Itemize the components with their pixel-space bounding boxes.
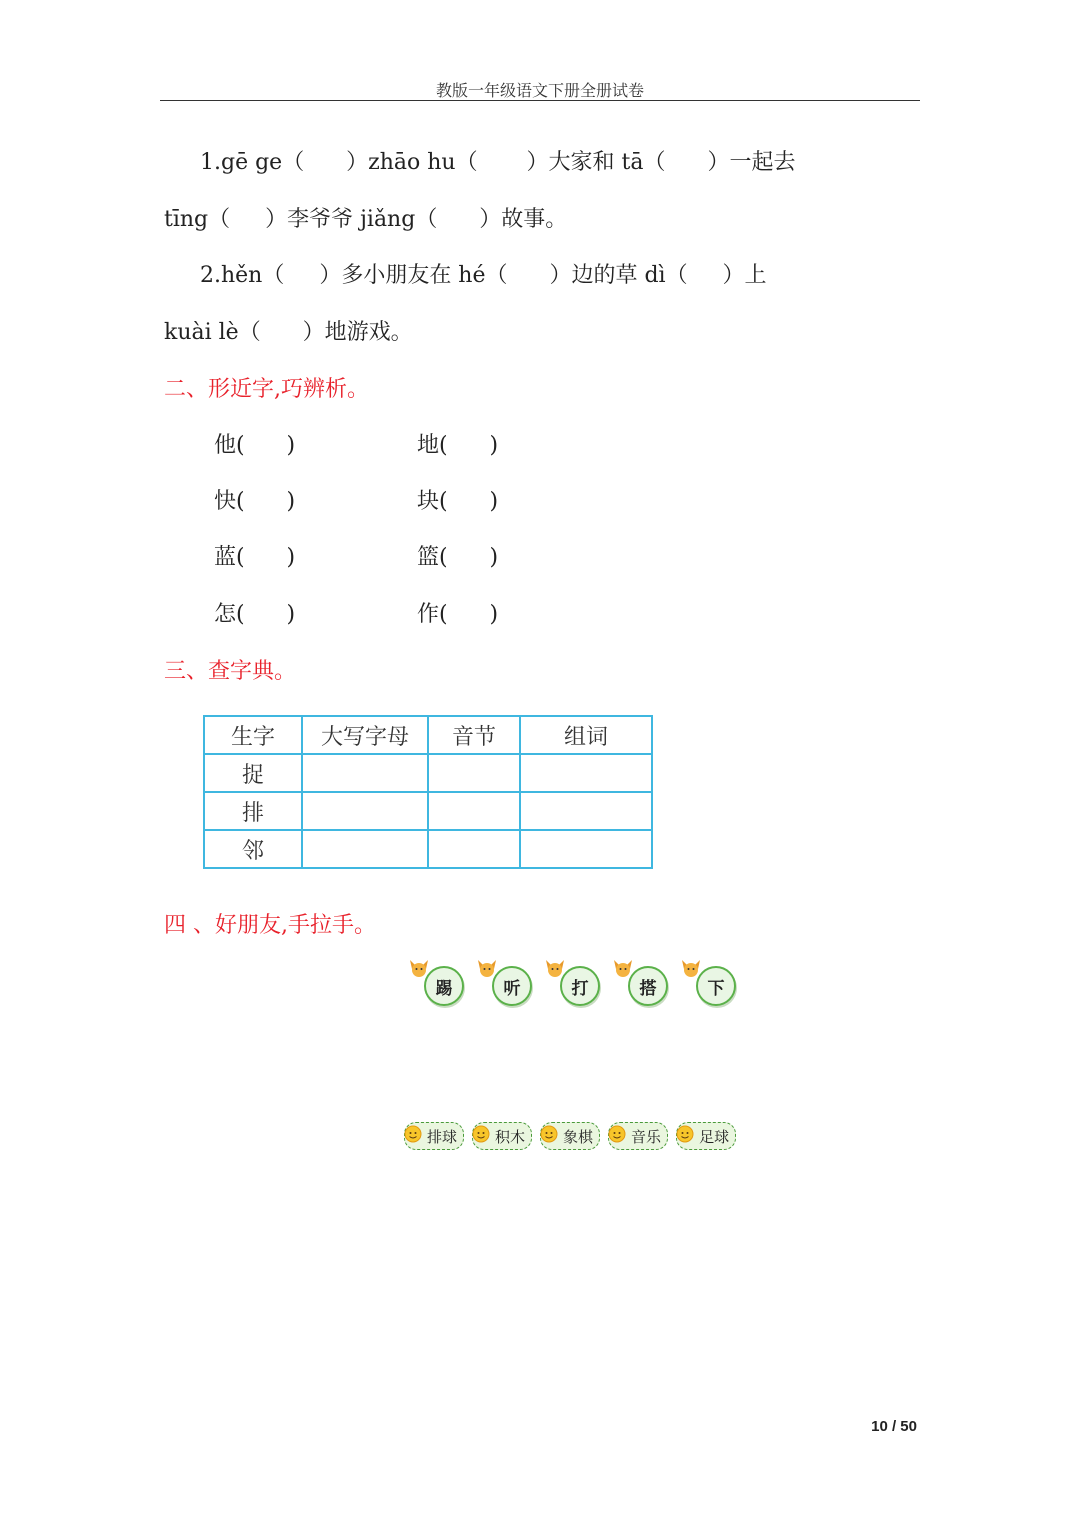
- noun-chip[interactable]: [540, 1122, 600, 1150]
- verb-bubbles: [408, 958, 736, 1004]
- noun-chip[interactable]: [472, 1122, 532, 1150]
- answer-cell[interactable]: [520, 792, 652, 830]
- answer-cell[interactable]: [520, 830, 652, 868]
- similar-char-right-1: 地( ): [417, 433, 499, 458]
- row-char: 排: [204, 792, 302, 830]
- table-header-row: [204, 716, 652, 754]
- pinyin-line-4: kuài lè（ ）地游戏。: [164, 320, 413, 345]
- similar-char-right-3: 篮( ): [417, 545, 499, 570]
- similar-char-left-1: 他( ): [214, 433, 296, 458]
- noun-label: 积木: [495, 1127, 526, 1146]
- similar-char-left-4: 怎( ): [214, 602, 296, 627]
- row-char: 捉: [204, 754, 302, 792]
- page-header-title: 教版一年级语文下册全册试卷: [435, 81, 644, 100]
- pinyin-line-2: tīng（ ）李爷爷 jiǎng（ ）故事。: [164, 207, 568, 232]
- answer-cell[interactable]: [302, 754, 428, 792]
- header-cell-syllable: 音节: [428, 716, 520, 754]
- verb-label: 搭: [628, 966, 668, 1006]
- answer-cell[interactable]: [428, 830, 520, 868]
- noun-chip[interactable]: [676, 1122, 736, 1150]
- similar-char-left-3: 蓝( ): [214, 545, 296, 570]
- noun-label: 象棋: [563, 1127, 594, 1146]
- noun-label: 排球: [427, 1127, 458, 1146]
- header-cell-word: 组词: [520, 716, 652, 754]
- similar-char-right-2: 块( ): [417, 489, 499, 514]
- section-4-title: 四 、好朋友,手拉手。: [164, 913, 376, 938]
- verb-label: 听: [492, 966, 532, 1006]
- answer-cell[interactable]: [302, 792, 428, 830]
- noun-label: 音乐: [631, 1127, 662, 1146]
- row-char: 邻: [204, 830, 302, 868]
- table-row: [204, 754, 652, 792]
- verb-label: 下: [696, 966, 736, 1006]
- header-cell-capital: 大写字母: [302, 716, 428, 754]
- sun-face-icon: [471, 1124, 491, 1144]
- answer-cell[interactable]: [428, 792, 520, 830]
- noun-label: 足球: [699, 1127, 730, 1146]
- pinyin-line-3: 2.hěn（ ）多小朋友在 hé（ ）边的草 dì（ ）上: [200, 263, 767, 288]
- answer-cell[interactable]: [428, 754, 520, 792]
- verb-bubble[interactable]: [408, 958, 464, 1004]
- verb-bubble[interactable]: [680, 958, 736, 1004]
- table-row: [204, 830, 652, 868]
- pinyin-line-1: 1.gē ge（ ）zhāo hu（ ）大家和 tā（ ）一起去: [200, 150, 796, 175]
- noun-chips: [404, 1122, 736, 1150]
- header-cell-char: 生字: [204, 716, 302, 754]
- verb-label: 踢: [424, 966, 464, 1006]
- verb-bubble[interactable]: [544, 958, 600, 1004]
- similar-char-right-4: 作( ): [417, 602, 499, 627]
- sun-face-icon: [539, 1124, 559, 1144]
- sun-face-icon: [403, 1124, 423, 1144]
- answer-cell[interactable]: [520, 754, 652, 792]
- verb-bubble[interactable]: [476, 958, 532, 1004]
- header-divider: [160, 100, 920, 101]
- noun-chip[interactable]: [608, 1122, 668, 1150]
- table-row: [204, 792, 652, 830]
- page-number: 10 / 50: [871, 1418, 917, 1435]
- sun-face-icon: [675, 1124, 695, 1144]
- verb-label: 打: [560, 966, 600, 1006]
- section-3-title: 三、查字典。: [164, 659, 297, 684]
- answer-cell[interactable]: [302, 830, 428, 868]
- sun-face-icon: [607, 1124, 627, 1144]
- verb-bubble[interactable]: [612, 958, 668, 1004]
- similar-char-left-2: 快( ): [214, 489, 296, 514]
- dictionary-table: [203, 715, 653, 869]
- section-2-title: 二、形近字,巧辨析。: [164, 377, 369, 402]
- noun-chip[interactable]: [404, 1122, 464, 1150]
